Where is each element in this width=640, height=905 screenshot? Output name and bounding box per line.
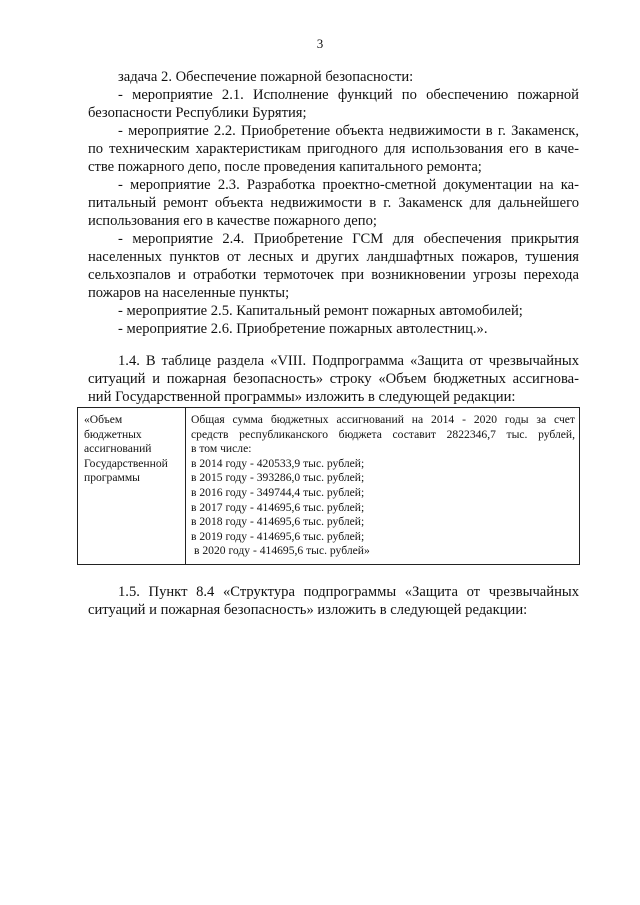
table-right-line: Общая сумма бюджетных ассигнований на 2014 - 2020 годы за счет bbox=[191, 413, 575, 426]
page-number: 3 bbox=[316, 36, 324, 51]
table-right-line: в том числе: bbox=[191, 442, 252, 456]
measure-2-4-line-1: - мероприятие 2.4. Приобретение ГСМ для обеспечения прикрытия bbox=[118, 231, 579, 247]
table-right-line: в 2020 году - 414695,6 тыс. рублей» bbox=[194, 544, 370, 558]
table-left-line: бюджетных bbox=[84, 427, 142, 441]
paragraph-1-4-line-2: ситуаций и пожарная безопасность» строку «Объем бюджетных ассигнова- bbox=[88, 371, 579, 387]
table-right-line: в 2014 году - 420533,9 тыс. рублей; bbox=[191, 456, 365, 470]
table-left-line: Государственной bbox=[84, 456, 168, 470]
measure-2-4-line-2: населенных пунктов от лесных и других ландшафтных пожаров, тушения bbox=[88, 249, 579, 265]
table-right-cell bbox=[191, 413, 575, 559]
paragraph-1-5-line-2: ситуаций и пожарная безопасность» изложить в следующей редакции: bbox=[88, 602, 528, 618]
measure-2-3-line-1: - мероприятие 2.3. Разработка проектно-сметной документации на ка- bbox=[118, 177, 579, 193]
budget-table bbox=[77, 407, 580, 565]
measure-2-3-line-3: использования его в качестве пожарного депо; bbox=[88, 213, 377, 229]
table-left-cell bbox=[84, 413, 168, 486]
paragraph-1-4-line-1: 1.4. В таблице раздела «VIII. Подпрограмма «Защита от чрезвычайных bbox=[118, 353, 579, 369]
table-left-line: программы bbox=[84, 471, 140, 485]
table-right-line: в 2017 году - 414695,6 тыс. рублей; bbox=[191, 500, 365, 514]
measure-2-2-line-1: - мероприятие 2.2. Приобретение объекта недвижимости в г. Закаменск, bbox=[118, 123, 579, 139]
measure-2-4-line-3: сельхозпалов и отработки термоточек при возникновении угрозы перехода bbox=[88, 267, 579, 283]
measure-2-1-line-2: безопасности Республики Бурятия; bbox=[88, 105, 307, 121]
table-column-divider bbox=[185, 408, 186, 564]
measure-2-1-line-1: - мероприятие 2.1. Исполнение функций по обеспечению пожарной bbox=[118, 87, 579, 103]
table-right-line: средств республиканского бюджета составит 2822346,7 тыс. рублей, bbox=[191, 427, 575, 441]
measure-2-5: - мероприятие 2.5. Капитальный ремонт пожарных автомобилей; bbox=[118, 303, 523, 319]
measure-2-6: - мероприятие 2.6. Приобретение пожарных автолестниц.». bbox=[118, 321, 488, 337]
table-right-line: в 2016 году - 349744,4 тыс. рублей; bbox=[191, 485, 365, 499]
measure-2-4-line-4: пожаров на населенные пункты; bbox=[88, 285, 290, 301]
table-right-line: в 2018 году - 414695,6 тыс. рублей; bbox=[191, 515, 365, 529]
measure-2-2-line-2: по техническим характеристикам пригодного для использования его в каче- bbox=[88, 141, 579, 157]
table-left-line: ассигнований bbox=[84, 442, 152, 456]
paragraph-1-5-line-1: 1.5. Пункт 8.4 «Структура подпрограммы «Защита от чрезвычайных bbox=[118, 584, 579, 600]
paragraph-1-4-line-3: ний Государственной программы» изложить в следующей редакции: bbox=[88, 389, 516, 405]
task2-heading: задача 2. Обеспечение пожарной безопасности: bbox=[118, 69, 414, 85]
measure-2-3-line-2: питальный ремонт объекта недвижимости в г. Закаменск для дальнейшего bbox=[88, 195, 579, 211]
table-right-line: в 2015 году - 393286,0 тыс. рублей; bbox=[191, 471, 365, 485]
table-left-line: «Объем bbox=[84, 413, 123, 426]
table-right-line: в 2019 году - 414695,6 тыс. рублей; bbox=[191, 529, 365, 543]
measure-2-2-line-3: стве пожарного депо, после проведения капитального ремонта; bbox=[88, 159, 482, 175]
